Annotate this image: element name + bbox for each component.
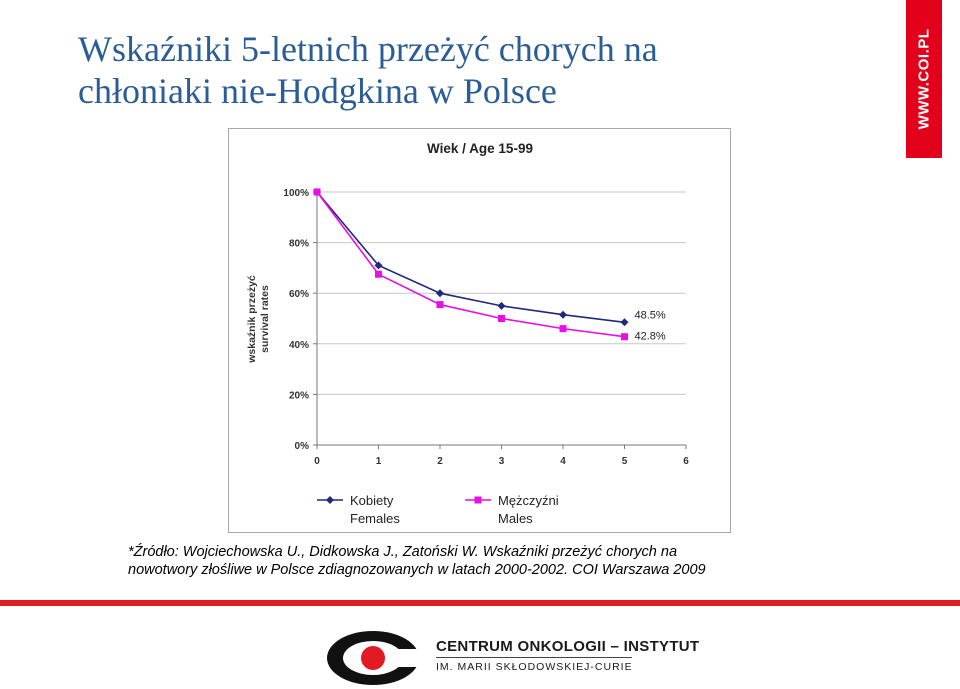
legend-label-en: Females [350,511,400,526]
x-tick-label: 5 [621,456,628,467]
y-tick-label: 0% [294,441,309,452]
institute-logo [326,628,700,688]
data-point-males [621,333,628,340]
x-tick-label: 0 [314,456,320,467]
logo-subname: IM. MARII SKŁODOWSKIEJ-CURIE [436,661,633,673]
logo-name: CENTRUM ONKOLOGII – INSTYTUT [436,638,700,655]
website-tab-label: WWW.COI.PL [915,28,933,130]
legend-marker-males [475,497,482,504]
y-tick-label: 40% [288,339,309,351]
slide-title-line1: Wskaźniki 5-letnich przeżyć chorych na [78,29,658,69]
x-tick-label: 1 [375,456,382,467]
data-point-females [498,302,506,310]
slide-title [78,28,658,112]
x-tick-label: 2 [437,456,443,467]
red-divider [0,600,960,606]
source-line1: *Źródło: Wojciechowska U., Didkowska J., Zatoński W. Wskaźniki przeżyć chorych na [128,544,678,560]
survival-chart [228,128,731,533]
data-point-females [621,318,629,326]
legend-label: Mężczyźni [498,493,559,508]
data-point-females [436,289,444,297]
end-value-label: 48.5% [634,309,666,322]
legend-label-en: Males [498,511,533,526]
series-line-males [317,192,625,337]
x-tick-label: 4 [560,456,566,467]
source-line2: nowotwory złośliwe w Polsce zdiagnozowanych w latach 2000-2002. COI Warszawa 2009 [128,562,706,578]
legend-label: Kobiety [350,493,394,508]
x-tick-label: 6 [683,456,689,467]
data-point-males [498,315,505,322]
data-point-males [437,301,444,308]
y-axis-label-line1: wskaźnik przeżyć [246,275,258,363]
end-value-label: 42.8% [634,330,666,343]
data-point-males [375,271,382,278]
logo-mark-icon [326,630,426,686]
x-tick-label: 3 [498,456,505,467]
y-axis-label-line2: survival rates [259,285,271,353]
chart-svg [229,129,730,532]
data-point-males [314,189,321,196]
source-citation [128,543,828,579]
data-point-males [560,325,567,332]
chart-title: Wiek / Age 15-99 [427,141,533,156]
y-tick-label: 60% [288,289,309,301]
y-tick-label: 20% [288,390,309,402]
series-line-females [317,192,625,322]
y-tick-label: 80% [288,238,309,250]
logo-separator [436,657,632,658]
website-tab[interactable] [906,0,942,158]
slide-title-line2: chłoniaki nie-Hodgkina w Polsce [78,71,557,111]
legend-marker-females [326,496,334,504]
data-point-females [559,311,567,319]
y-tick-label: 100% [283,188,309,199]
